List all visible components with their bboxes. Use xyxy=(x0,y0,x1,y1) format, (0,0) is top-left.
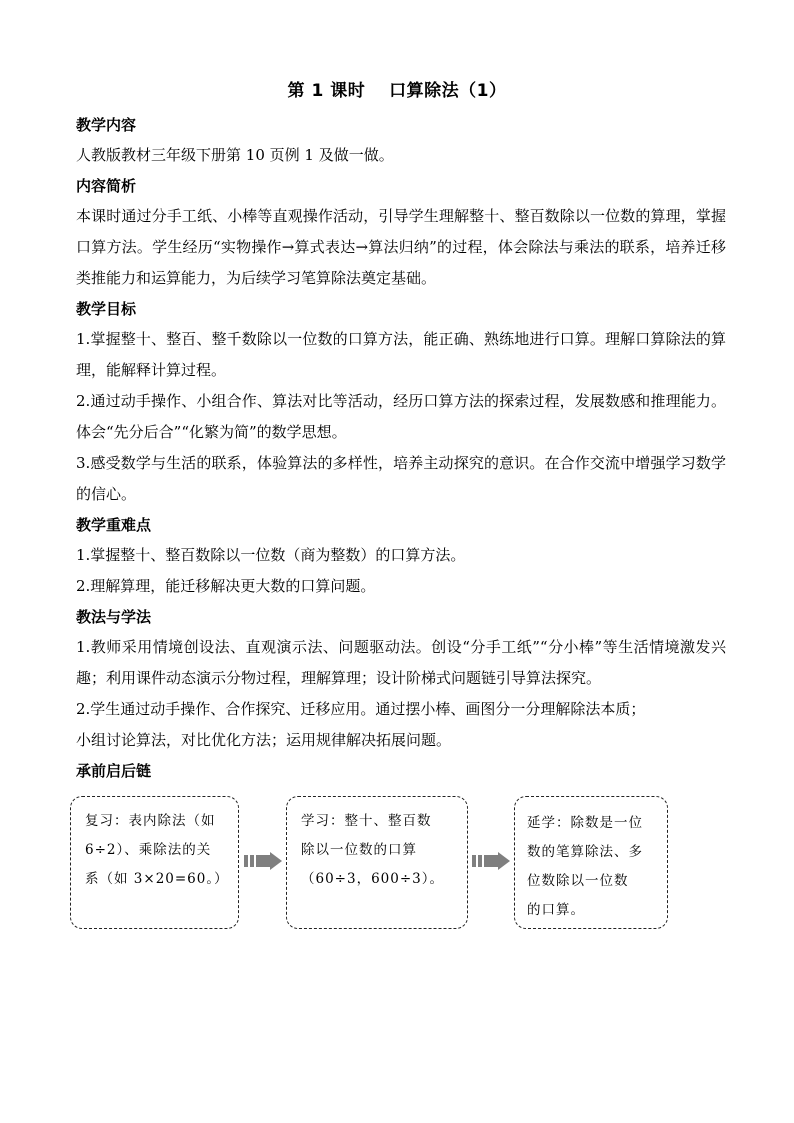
section-paragraph: 人教版教材三年级下册第 10 页例 1 及做一做。 xyxy=(76,146,394,164)
learning-line: 学习：整十、整百数 xyxy=(301,813,432,829)
learning-line: 除以一位数的口算 xyxy=(301,842,417,858)
goal-item-3: 3.感受数学与生活的联系，体验算法的多样性，培养主动探究的意识。在合作交流中增强学习数学的信心。 xyxy=(76,454,726,503)
extension-line: 数的笔算除法、多 xyxy=(527,844,643,860)
section-heading-key-points: 教学重难点 xyxy=(76,516,152,534)
page-title: 第 1 课时 口算除法（1） xyxy=(287,81,507,101)
method-item-1: 1.教师采用情境创设法、直观演示法、问题驱动法。创设“分手工纸”“分小棒”等生活情境激发兴趣；利用课件动态演示分物过程，理解算理；设计阶梯式问题链引导算法探究。 xyxy=(76,638,726,687)
section-heading-content: 教学内容 xyxy=(76,116,137,134)
review-box xyxy=(70,796,239,929)
document-body xyxy=(76,110,726,786)
extension-line: 位数除以一位数 xyxy=(527,873,629,889)
learning-chain-diagram xyxy=(70,796,670,931)
method-item-2: 2.学生通过动手操作、合作探究、迁移应用。通过摆小棒、画图分一分理解除法本质； xyxy=(76,700,646,718)
section-heading-goals: 教学目标 xyxy=(76,300,137,318)
section-paragraph: 本课时通过分手工纸、小棒等直观操作活动，引导学生理解整十、整百数除以一位数的算理，掌握口算方法。学生经历“实物操作→算式表达→算法归纳”的过程，体会除法与乘法的联系，培养迁移类推能力和运算能力，为后续学习笔算除法奠定基础。 xyxy=(76,207,726,287)
key-point-1: 1.掌握整十、整百数除以一位数（商为整数）的口算方法。 xyxy=(76,546,466,564)
goal-item-1: 1.掌握整十、整百、整千数除以一位数的口算方法，能正确、熟练地进行口算。理解口算除法的算理，能解释计算过程。 xyxy=(76,330,726,379)
key-point-2: 2.理解算理，能迁移解决更大数的口算问题。 xyxy=(76,577,376,595)
extension-line: 延学：除数是一位 xyxy=(527,815,643,831)
learning-line: （60÷3，600÷3）。 xyxy=(301,871,444,887)
extension-box xyxy=(514,796,668,929)
striped-right-arrow-icon xyxy=(472,852,510,870)
section-heading-chain: 承前启后链 xyxy=(76,762,152,780)
review-line: 系（如 3×20=60。） xyxy=(85,871,229,887)
review-line: 复习：表内除法（如 xyxy=(85,813,216,829)
method-item-2-continued: 小组讨论算法，对比优化方法；运用规律解决拓展问题。 xyxy=(76,731,452,749)
section-heading-methods: 教法与学法 xyxy=(76,608,152,626)
extension-line: 的口算。 xyxy=(527,902,585,918)
review-line: 6÷2）、乘除法的关 xyxy=(85,842,212,858)
learning-box xyxy=(286,796,468,929)
section-heading-analysis: 内容简析 xyxy=(76,177,137,195)
goal-item-2: 2.通过动手操作、小组合作、算法对比等活动，经历口算方法的探索过程，发展数感和推理能力。体会“先分后合”“化繁为简”的数学思想。 xyxy=(76,392,726,441)
striped-right-arrow-icon xyxy=(244,852,282,870)
